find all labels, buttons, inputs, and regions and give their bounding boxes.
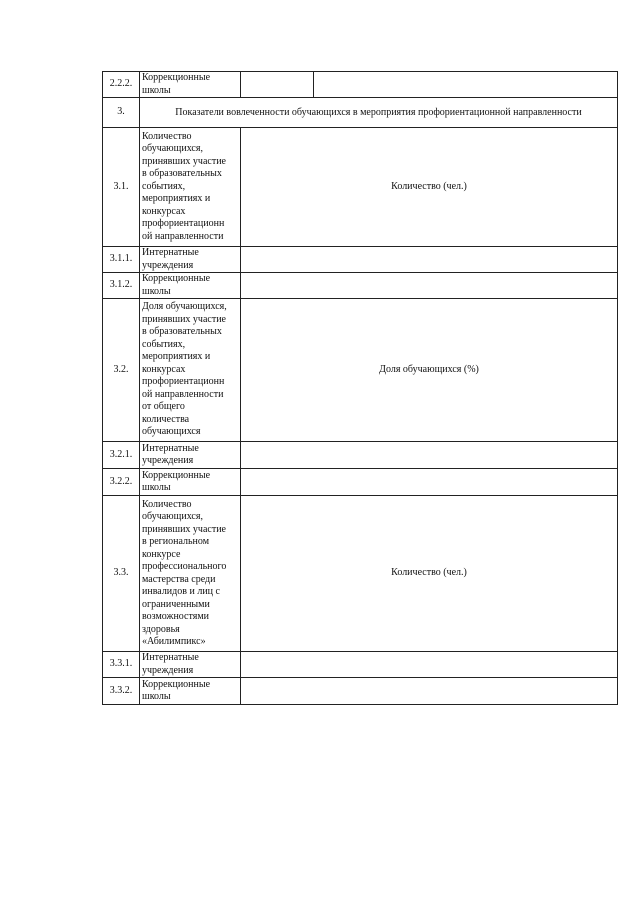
table-row	[103, 678, 618, 705]
row-description: Коррекционные школы	[140, 469, 241, 496]
row-number: 2.2.2.	[103, 72, 140, 98]
row-value: Количество (чел.)	[241, 128, 618, 247]
row-number: 3.2.2.	[103, 469, 140, 496]
row-description: Интернатные учреждения	[140, 442, 241, 469]
row-number: 3.3.1.	[103, 652, 140, 678]
row-value: Количество (чел.)	[241, 496, 618, 652]
table-row	[103, 299, 618, 442]
table-row	[103, 652, 618, 678]
row-number: 3.3.2.	[103, 678, 140, 705]
row-value	[241, 247, 618, 273]
indicator-table	[102, 71, 618, 705]
table-row	[103, 273, 618, 299]
row-description: Количество обучающихся, принявших участие в образовательных событиях, мероприятиях и конкурсах профориентационн ой направленности	[140, 128, 241, 247]
table-row	[103, 469, 618, 496]
split-cell-right	[314, 72, 615, 97]
table-row	[103, 496, 618, 652]
table-row	[103, 72, 618, 98]
row-number: 3.3.	[103, 496, 140, 652]
row-number: 3.1.2.	[103, 273, 140, 299]
row-description: Интернатные учреждения	[140, 247, 241, 273]
row-description: Коррекционные школы	[140, 678, 241, 705]
row-number: 3.	[103, 98, 140, 128]
row-number: 3.1.1.	[103, 247, 140, 273]
split-cell-left	[243, 72, 314, 97]
row-number: 3.2.1.	[103, 442, 140, 469]
split-cell	[243, 72, 615, 97]
row-value	[241, 442, 618, 469]
row-number: 3.1.	[103, 128, 140, 247]
table-row	[103, 442, 618, 469]
row-value	[241, 273, 618, 299]
row-value: Доля обучающихся (%)	[241, 299, 618, 442]
row-description: Количество обучающихся, принявших участие в региональном конкурсе профессионального мастерства среди инвалидов и лиц с ограниченными возможностями здоровья «Абилимпикс»	[140, 496, 241, 652]
row-value	[241, 652, 618, 678]
row-description: Доля обучающихся, принявших участие в образовательных событиях, мероприятиях и конкурсах профориентационн ой направленности от общего количества обучающихся	[140, 299, 241, 442]
row-number: 3.2.	[103, 299, 140, 442]
section-header-text: Показатели вовлеченности обучающихся в мероприятия профориентационной направленности	[175, 106, 582, 118]
table-row	[103, 128, 618, 247]
table-row	[103, 247, 618, 273]
section-header-cell	[140, 98, 618, 128]
section-header-row	[103, 98, 618, 128]
row-description: Коррекционные школы	[140, 273, 241, 299]
row-description: Коррекционные школы	[140, 72, 241, 98]
row-value-cell	[241, 72, 618, 98]
row-description: Интернатные учреждения	[140, 652, 241, 678]
row-value	[241, 469, 618, 496]
row-value	[241, 678, 618, 705]
